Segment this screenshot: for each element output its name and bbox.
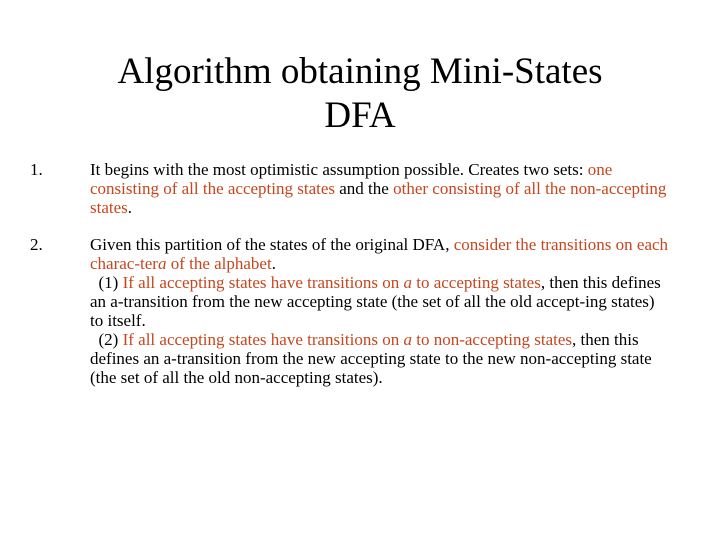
highlight-text: one consisting of all the accepting states [90,160,613,198]
symbol-a: a [403,330,412,349]
slide-title [0,50,720,138]
sub-prefix: (2) [98,330,123,349]
item-text: . [271,254,276,273]
highlight-text: If all accepting states have transitions on [122,330,404,349]
sub-item-2 [90,330,670,387]
highlight-text: to accepting states [411,273,541,292]
item-text: Given this partition of the states of the original DFA, [90,235,454,254]
title-line-2: DFA [324,95,396,136]
symbol-a: a [157,254,167,273]
highlight-text: to non-accepting states [411,330,572,349]
item-text: It begins with the most optimistic assumption possible. Creates two sets: [90,160,588,179]
item-text: . [127,198,133,217]
list-item-2 [30,235,670,387]
highlight-text: If all accepting states have transitions on [122,273,404,292]
title-line-1: Algorithm obtaining Mini-States [117,51,603,92]
sub-item-1 [90,273,670,330]
slide-body [30,160,670,387]
item-number: 2. [30,235,43,254]
symbol-a: a [403,273,412,292]
list-item-1 [30,160,670,217]
sub-text: , then this defines an a-transition from the new accepting state (the set of all the old accept-ing states) to itself. [90,273,661,330]
highlight-text: consider the transitions on each charac-ter [90,235,669,273]
item-number: 1. [30,160,43,179]
sub-prefix: (1) [98,273,123,292]
highlight-text: of the alphabet [166,254,272,273]
highlight-text: other consisting of all the non-accepting states [90,179,667,217]
sub-text: , then this defines an a-transition from the new accepting state to the new non-accepting state (the set of all the old non-accepting states). [90,330,652,387]
item-text: and the [335,179,394,198]
